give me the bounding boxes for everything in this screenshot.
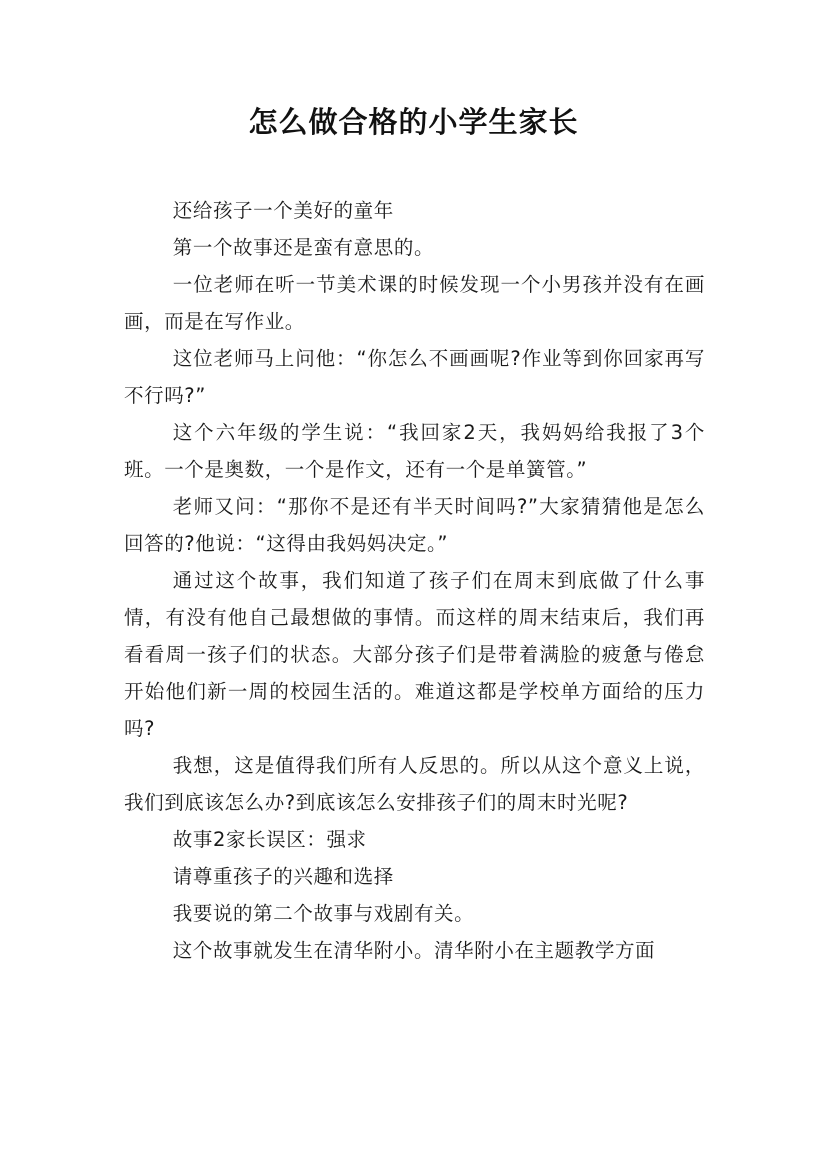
paragraph: 这个六年级的学生说：“我回家2天，我妈妈给我报了3个班。一个是奥数，一个是作文，还有一个是单簧管。”	[124, 421, 705, 481]
paragraph: 故事2家长误区：强求	[172, 828, 367, 851]
paragraph: 这位老师马上问他：“你怎么不画画呢?作业等到你回家再写不行吗?”	[124, 347, 705, 407]
paragraph: 通过这个故事，我们知道了孩子们在周末到底做了什么事情，有没有他自己最想做的事情。而这样的周末结束后，我们再看看周一孩子们的状态。大部分孩子们是带着满脸的疲惫与倦怠开始他们新一周的校园生活的。难道这都是学校单方面给的压力吗?	[124, 569, 705, 740]
paragraph: 第一个故事还是蛮有意思的。	[172, 236, 435, 259]
paragraph: 请尊重孩子的兴趣和选择	[172, 865, 394, 888]
paragraph: 一位老师在听一节美术课的时候发现一个小男孩并没有在画画，而是在写作业。	[124, 273, 705, 333]
paragraph: 我想，这是值得我们所有人反思的。所以从这个意义上说，我们到底该怎么办?到底该怎么安排孩子们的周末时光呢?	[124, 754, 705, 814]
document-body	[124, 192, 705, 969]
paragraph: 还给孩子一个美好的童年	[172, 199, 394, 222]
document-title: 怎么做合格的小学生家长	[248, 105, 579, 139]
paragraph: 老师又问：“那你不是还有半天时间吗?”大家猜猜他是怎么回答的?他说：“这得由我妈妈决定。”	[124, 495, 705, 555]
paragraph: 这个故事就发生在清华附小。清华附小在主题教学方面	[172, 939, 656, 962]
paragraph: 我要说的第二个故事与戏剧有关。	[172, 902, 475, 925]
